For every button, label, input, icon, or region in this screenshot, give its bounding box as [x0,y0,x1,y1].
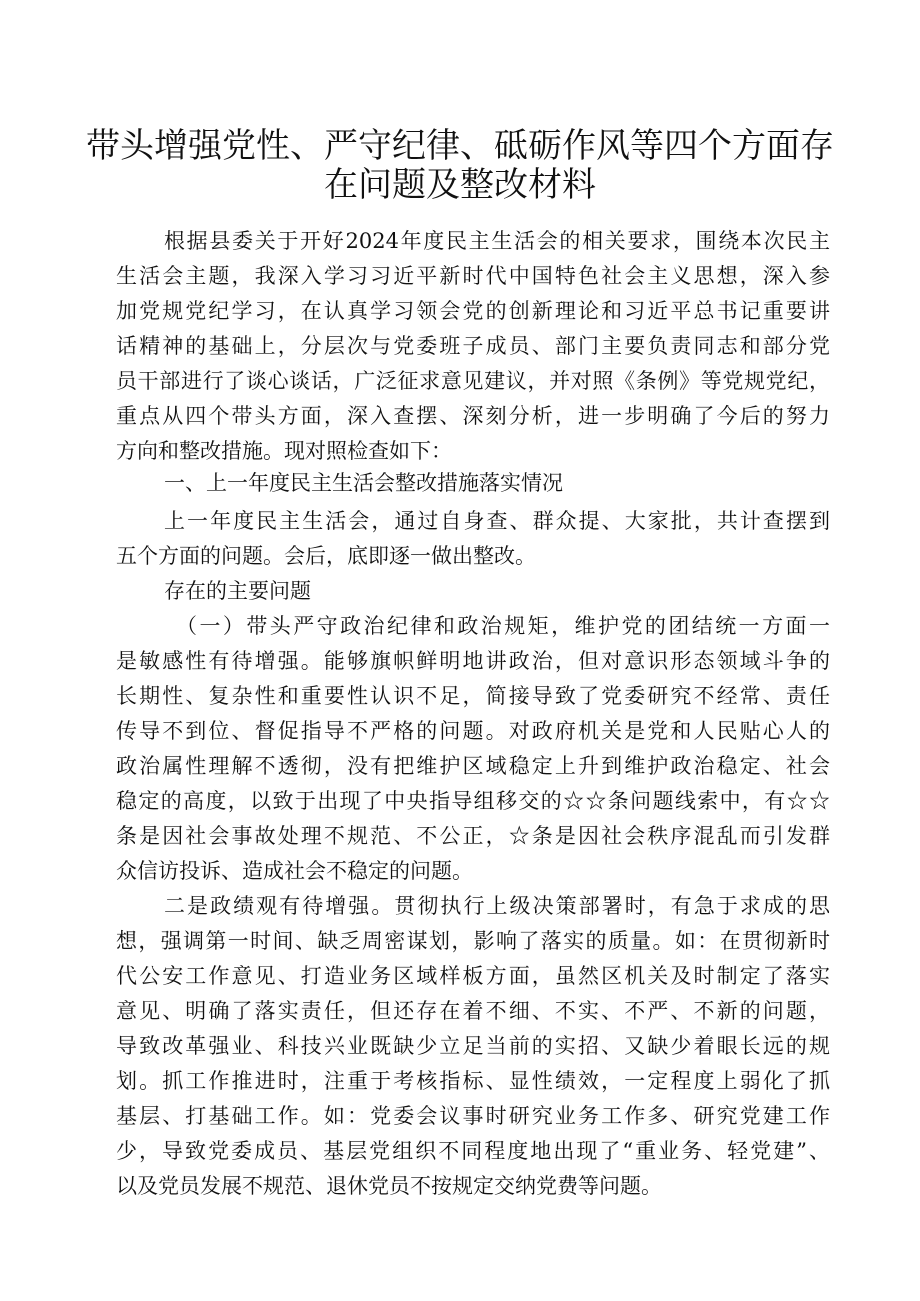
paragraph-line: 传导不到位、督促指导不严格的问题。对政府机关是党和人民贴心人的 [116,719,830,743]
paragraph-line: 划。抓工作推进时，注重于考核指标、显性绩效，一定程度上弱化了抓 [116,1069,830,1093]
paragraph-line: 政治属性理解不透彻，没有把维护区域稳定上升到维护政治稳定、社会 [116,754,830,778]
subheading: 存在的主要问题 [164,579,311,603]
paragraph-line: 众信访投诉、造成社会不稳定的问题。 [116,859,473,883]
document-title-line-1: 带头增强党性、严守纪律、砥砺作风等四个方面存 [86,126,834,166]
paragraph-line: 加党规党纪学习，在认真学习领会党的创新理论和习近平总书记重要讲 [116,299,830,323]
paragraph-line: 上一年度民主生活会，通过自身查、群众提、大家批，共计查摆到 [164,509,830,533]
paragraph-line: 是敏感性有待增强。能够旗帜鲜明地讲政治，但对意识形态领域斗争的 [116,649,830,673]
paragraph-line: 基层、打基础工作。如：党委会议事时研究业务工作多、研究党建工作 [116,1104,830,1128]
paragraph-line: 方向和整改措施。现对照检查如下： [116,439,452,463]
paragraph-line: 代公安工作意见、打造业务区域样板方面，虽然区机关及时制定了落实 [116,964,830,988]
paragraph-line: 条是因社会事故处理不规范、不公正，☆条是因社会秩序混乱而引发群 [116,824,830,848]
paragraph-line: 五个方面的问题。会后，底即逐一做出整改。 [116,544,536,568]
document-title-line-2: 在问题及整改材料 [324,165,596,205]
paragraph-line: 员干部进行了谈心谈话，广泛征求意见建议，并对照《条例》等党规党纪， [116,369,830,393]
paragraph-line: 以及党员发展不规范、退休党员不按规定交纳党费等问题。 [116,1174,662,1198]
paragraph-line: 根据县委关于开好2024年度民主生活会的相关要求，围绕本次民主 [164,229,830,253]
section-heading: 一、上一年度民主生活会整改措施落实情况 [164,471,563,495]
paragraph-line: 想，强调第一时间、缺乏周密谋划，影响了落实的质量。如：在贯彻新时 [116,929,830,953]
paragraph-line: （一）带头严守政治纪律和政治规矩，维护党的团结统一方面一 [176,614,830,638]
paragraph-line: 导致改革强业、科技兴业既缺少立足当前的实招、又缺少着眼长远的规 [116,1034,830,1058]
paragraph-line: 少，导致党委成员、基层党组织不同程度地出现了“重业务、轻党建”、 [116,1139,830,1163]
paragraph-line: 重点从四个带头方面，深入查摆、深刻分析，进一步明确了今后的努力 [116,404,830,428]
paragraph-line: 话精神的基础上，分层次与党委班子成员、部门主要负责同志和部分党 [116,334,830,358]
paragraph-line: 稳定的高度，以致于出现了中央指导组移交的☆☆条问题线索中，有☆☆ [116,789,830,813]
paragraph-line: 意见、明确了落实责任，但还存在着不细、不实、不严、不新的问题， [116,999,830,1023]
paragraph-line: 生活会主题，我深入学习习近平新时代中国特色社会主义思想，深入参 [116,264,830,288]
paragraph-line: 二是政绩观有待增强。贯彻执行上级决策部署时，有急于求成的思 [164,894,830,918]
paragraph-line: 长期性、复杂性和重要性认识不足，简接导致了党委研究不经常、责任 [116,684,830,708]
